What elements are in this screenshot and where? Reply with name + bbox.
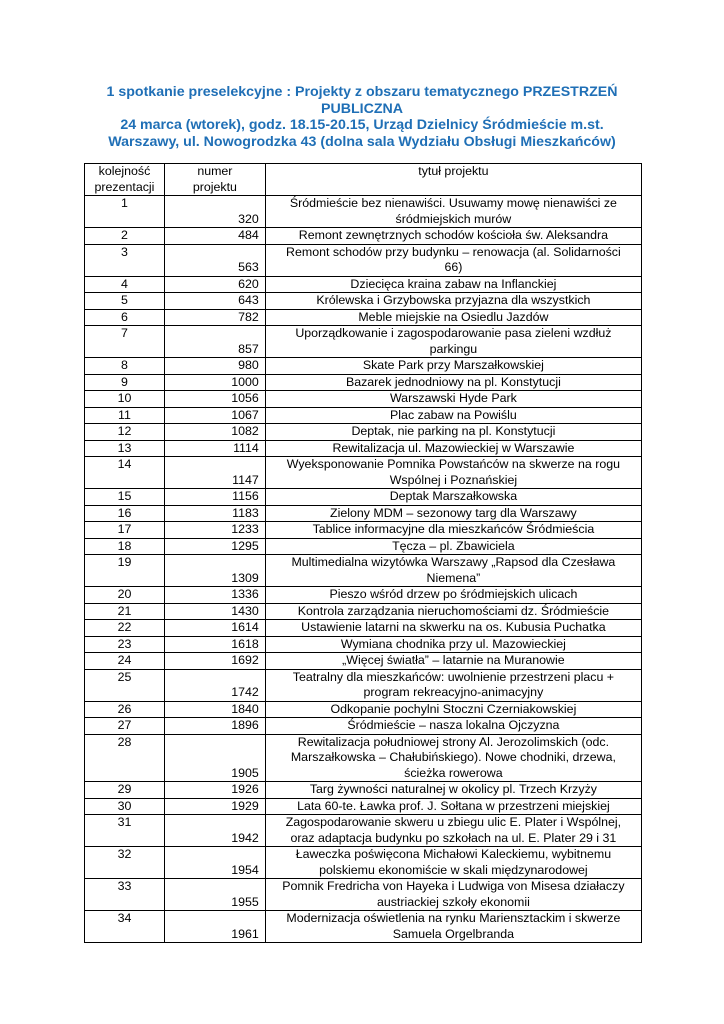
cell-title: [265, 718, 641, 735]
cell-number: 980: [164, 358, 265, 375]
cell-title: [265, 276, 641, 293]
table-row: [85, 636, 642, 653]
cell-title-line: 66): [444, 260, 463, 274]
cell-number: 1742: [164, 669, 265, 701]
cell-order: 34: [85, 911, 165, 943]
cell-title-line: Targ żywności naturalnej w okolicy pl. Trzech Krzyży: [309, 782, 597, 796]
cell-title: [265, 620, 641, 637]
cell-order: 25: [85, 669, 165, 701]
cell-number: 484: [164, 228, 265, 245]
table-row: [85, 522, 642, 539]
cell-title-line: Ustawienie latarni na skwerku na os. Kubusia Puchatka: [301, 620, 606, 634]
cell-order: 7: [85, 326, 165, 358]
cell-order: 6: [85, 309, 165, 326]
header-title: tytuł projektu: [265, 164, 641, 196]
cell-title-line: Śródmieście bez nienawiści. Usuwamy mowę nienawiści ze: [289, 196, 617, 210]
table-row: [85, 701, 642, 718]
cell-number: 1692: [164, 653, 265, 670]
cell-title-line: Marszałkowska – Chałubińskiego). Nowe chodniki, drzewa,: [290, 750, 616, 764]
cell-number: 1233: [164, 522, 265, 539]
title-line: 1 spotkanie preselekcyjne : Projekty z obszaru tematycznego PRZESTRZEŃ: [106, 84, 618, 100]
cell-number: 1926: [164, 782, 265, 799]
table-row: [85, 326, 642, 358]
table-row: [85, 276, 642, 293]
cell-title-line: Ławeczka poświęcona Michałowi Kaleckiemu, wybitnemu: [295, 847, 612, 861]
cell-order: 11: [85, 407, 165, 424]
cell-number: 1147: [164, 457, 265, 489]
cell-number: 1618: [164, 636, 265, 653]
cell-title-line: ścieżka rowerowa: [404, 765, 503, 780]
table-row: [85, 555, 642, 587]
cell-title: [265, 701, 641, 718]
table-row: [85, 424, 642, 441]
table-row: [85, 734, 642, 782]
cell-title: [265, 424, 641, 441]
cell-title-line: oraz adaptacja budynku po szkołach na ul. E. Plater 29 i 31: [290, 830, 617, 845]
cell-title: [265, 636, 641, 653]
cell-number: 1295: [164, 538, 265, 555]
table-row: [85, 620, 642, 637]
cell-title: [265, 244, 641, 276]
cell-title-line: Wymiana chodnika przy ul. Mazowieckiej: [340, 636, 566, 651]
table-row: [85, 815, 642, 847]
cell-number: 1896: [164, 718, 265, 735]
cell-title: [265, 734, 641, 782]
cell-title-line: Tablice informacyjne dla mieszkańców Śródmieścia: [312, 522, 595, 536]
cell-title-line: Multimedialna wizytówka Warszawy „Rapsod dla Czesława: [291, 555, 616, 569]
header-number-line: numer: [197, 164, 233, 178]
cell-title: [265, 555, 641, 587]
cell-number: 1000: [164, 374, 265, 391]
cell-title: [265, 489, 641, 506]
cell-title-line: Dziecięca kraina zabaw na Inflanckiej: [350, 276, 557, 291]
cell-order: 24: [85, 653, 165, 670]
cell-title: [265, 653, 641, 670]
cell-title-line: Plac zabaw na Powiślu: [390, 407, 517, 422]
cell-number: 1430: [164, 603, 265, 620]
table-header-row: [85, 164, 642, 196]
cell-title-line: Remont schodów przy budynku – renowacja (al. Solidarności: [286, 244, 621, 259]
cell-number: 1056: [164, 391, 265, 408]
cell-title: [265, 407, 641, 424]
table-row: [85, 587, 642, 604]
header-order: [85, 164, 165, 196]
cell-number: 1961: [164, 911, 265, 943]
table-row: [85, 407, 642, 424]
cell-order: 3: [85, 244, 165, 276]
cell-number: 643: [164, 293, 265, 310]
table-row: [85, 489, 642, 506]
cell-title-line: Zielony MDM – sezonowy targ dla Warszawy: [330, 505, 577, 520]
cell-number: 320: [164, 196, 265, 228]
table-row: [85, 309, 642, 326]
cell-order: 16: [85, 505, 165, 522]
cell-title-line: Pieszo wśród drzew po śródmiejskich ulicach: [329, 587, 578, 601]
cell-title-line: Uporządkowanie i zagospodarowanie pasa zieleni wzdłuż: [295, 326, 612, 340]
cell-title-line: Odkopanie pochylni Stoczni Czerniakowskiej: [330, 701, 577, 716]
cell-number: 1082: [164, 424, 265, 441]
projects-table: [84, 163, 642, 943]
cell-number: 1840: [164, 701, 265, 718]
cell-title: [265, 440, 641, 457]
cell-title-line: Lata 60-te. Ławka prof. J. Sołtana w przestrzeni miejskiej: [297, 798, 610, 813]
table-row: [85, 879, 642, 911]
table-row: [85, 782, 642, 799]
cell-order: 1: [85, 196, 165, 228]
cell-title-line: Pomnik Fredricha von Hayeka i Ludwiga von Misesa działaczy: [282, 879, 625, 893]
cell-title-line: Teatralny dla mieszkańców: uwolnienie przestrzeni placu +: [292, 669, 615, 684]
cell-title: [265, 457, 641, 489]
cell-title-line: „Więcej światła” – latarnie na Muranowie: [342, 653, 565, 667]
header-order-line: prezentacji: [94, 179, 155, 194]
cell-title: [265, 196, 641, 228]
cell-title-line: Niemena”: [426, 570, 481, 585]
cell-number: 857: [164, 326, 265, 358]
cell-title-line: Deptak, nie parking na pl. Konstytucji: [351, 424, 556, 438]
cell-order: 12: [85, 424, 165, 441]
cell-title: [265, 782, 641, 799]
cell-order: 33: [85, 879, 165, 911]
table-row: [85, 244, 642, 276]
header-number: [164, 164, 265, 196]
cell-number: 1309: [164, 555, 265, 587]
cell-title: [265, 522, 641, 539]
cell-number: 1614: [164, 620, 265, 637]
cell-title-line: Rewitalizacja południowej strony Al. Jerozolimskich (odc.: [297, 734, 610, 749]
cell-title: [265, 505, 641, 522]
cell-title: [265, 847, 641, 879]
table-row: [85, 196, 642, 228]
cell-order: 21: [85, 603, 165, 620]
cell-title-line: Meble miejskie na Osiedlu Jazdów: [358, 309, 549, 324]
cell-title-line: Remont zewnętrznych schodów kościoła św. Aleksandra: [298, 228, 609, 242]
table-row: [85, 374, 642, 391]
header-order-line: kolejność: [98, 164, 151, 178]
cell-title-line: polskiemu ekonomiście w skali międzynarodowej: [319, 862, 588, 877]
table-row: [85, 293, 642, 310]
cell-number: 563: [164, 244, 265, 276]
cell-order: 17: [85, 522, 165, 539]
header-number-line: projektu: [192, 179, 237, 194]
title-line: PUBLICZNA: [321, 100, 403, 117]
table-row: [85, 505, 642, 522]
cell-number: 1905: [164, 734, 265, 782]
cell-order: 15: [85, 489, 165, 506]
cell-number: 1114: [164, 440, 265, 457]
cell-title-line: program rekreacyjno-animacyjny: [363, 685, 544, 699]
cell-title-line: Kontrola zarządzania nieruchomościami dz. Śródmieście: [297, 603, 610, 618]
table-row: [85, 440, 642, 457]
cell-title: [265, 326, 641, 358]
table-row: [85, 358, 642, 375]
cell-title-line: Królewska i Grzybowska przyjazna dla wszystkich: [316, 293, 591, 307]
cell-order: 14: [85, 457, 165, 489]
cell-number: 1336: [164, 587, 265, 604]
cell-order: 4: [85, 276, 165, 293]
table-row: [85, 653, 642, 670]
cell-title: [265, 815, 641, 847]
cell-order: 19: [85, 555, 165, 587]
table-row: [85, 798, 642, 815]
cell-order: 32: [85, 847, 165, 879]
cell-title: [265, 538, 641, 555]
table-row: [85, 718, 642, 735]
cell-title: [265, 587, 641, 604]
cell-title-line: austriackiej szkoły ekonomii: [376, 894, 530, 909]
cell-number: 782: [164, 309, 265, 326]
cell-title-line: Deptak Marszałkowska: [389, 489, 518, 503]
cell-title: [265, 603, 641, 620]
cell-title-line: Warszawski Hyde Park: [389, 391, 517, 405]
cell-title-line: Wspólnej i Poznańskiej: [389, 472, 518, 487]
cell-title: [265, 293, 641, 310]
cell-title-line: Skate Park przy Marszałkowskiej: [362, 358, 544, 372]
cell-title-line: Modernizacja oświetlenia na rynku Mariensztackim i skwerze: [286, 911, 621, 925]
title-line: Warszawy, ul. Nowogrodzka 43 (dolna sala Wydziału Obsługi Mieszkańców): [108, 133, 616, 150]
table-row: [85, 228, 642, 245]
cell-order: 13: [85, 440, 165, 457]
cell-order: 2: [85, 228, 165, 245]
cell-title: [265, 374, 641, 391]
cell-order: 10: [85, 391, 165, 408]
cell-title: [265, 358, 641, 375]
cell-title: [265, 879, 641, 911]
cell-order: 27: [85, 718, 165, 735]
cell-order: 26: [85, 701, 165, 718]
cell-order: 28: [85, 734, 165, 782]
cell-order: 9: [85, 374, 165, 391]
cell-number: 1156: [164, 489, 265, 506]
table-row: [85, 603, 642, 620]
cell-number: 1067: [164, 407, 265, 424]
cell-order: 22: [85, 620, 165, 637]
table-row: [85, 538, 642, 555]
cell-number: 620: [164, 276, 265, 293]
cell-title: [265, 391, 641, 408]
cell-number: 1954: [164, 847, 265, 879]
cell-number: 1183: [164, 505, 265, 522]
cell-title: [265, 911, 641, 943]
cell-number: 1929: [164, 798, 265, 815]
document-title: [60, 84, 664, 150]
cell-title-line: Zagospodarowanie skweru u zbiegu ulic E. Plater i Wspólnej,: [285, 815, 622, 829]
cell-order: 5: [85, 293, 165, 310]
cell-title-line: Rewitalizacja ul. Mazowieckiej w Warszawie: [332, 440, 575, 455]
cell-title-line: Bazarek jednodniowy na pl. Konstytucji: [345, 374, 561, 389]
cell-number: 1955: [164, 879, 265, 911]
cell-order: 29: [85, 782, 165, 799]
cell-order: 23: [85, 636, 165, 653]
cell-title: [265, 228, 641, 245]
cell-title-line: Tęcza – pl. Zbawiciela: [392, 538, 515, 553]
table-row: [85, 669, 642, 701]
title-line: 24 marca (wtorek), godz. 18.15-20.15, Urząd Dzielnicy Śródmieście m.st.: [120, 117, 604, 133]
table-row: [85, 391, 642, 408]
cell-title: [265, 669, 641, 701]
table-row: [85, 847, 642, 879]
table-row: [85, 457, 642, 489]
cell-order: 31: [85, 815, 165, 847]
cell-title: [265, 798, 641, 815]
cell-order: 18: [85, 538, 165, 555]
cell-title-line: śródmiejskich murów: [395, 211, 512, 226]
cell-title-line: Wyeksponowanie Pomnika Powstańców na skwerze na rogu: [286, 457, 621, 471]
cell-title-line: parkingu: [429, 341, 478, 356]
cell-title-line: Śródmieście – nasza lokalna Ojczyzna: [347, 718, 560, 732]
cell-order: 8: [85, 358, 165, 375]
cell-order: 20: [85, 587, 165, 604]
table-row: [85, 911, 642, 943]
cell-order: 30: [85, 798, 165, 815]
cell-number: 1942: [164, 815, 265, 847]
cell-title-line: Samuela Orgelbranda: [392, 926, 515, 941]
cell-title: [265, 309, 641, 326]
